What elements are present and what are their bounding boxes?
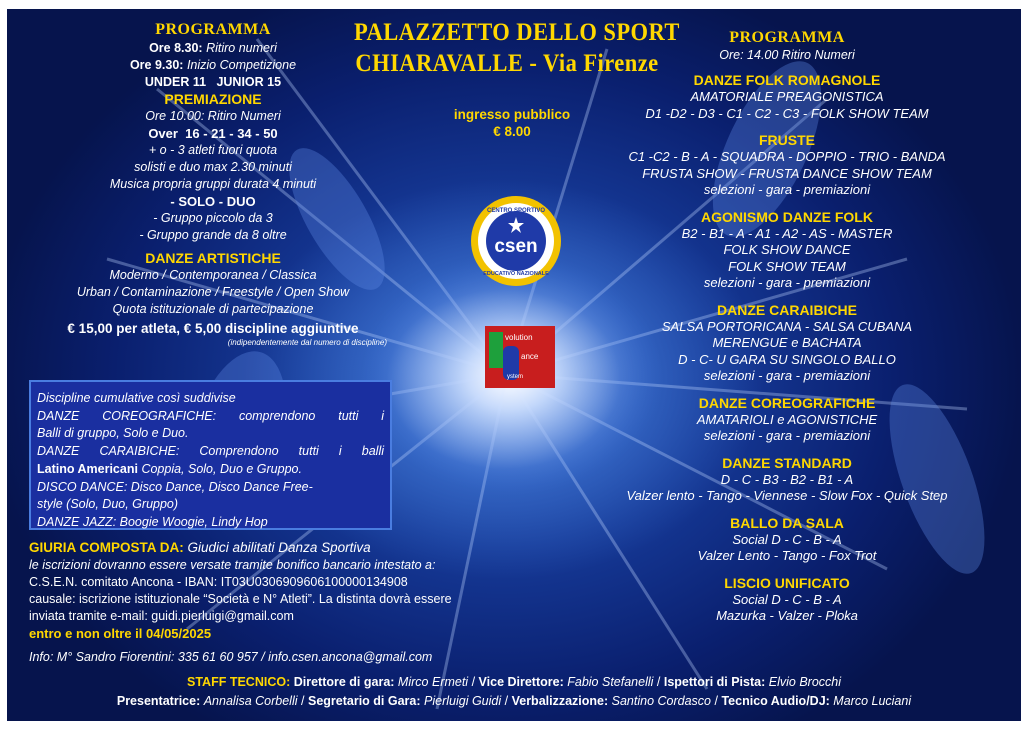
eds-d: ance (521, 352, 539, 361)
liscio-line-2: Mazurka - Valzer - Ploka (716, 608, 858, 623)
venue-address: CHIARAVALLE - Via Firenze (355, 50, 659, 77)
fruste-line-3: selezioni - gara - premiazioni (703, 182, 871, 197)
standard-title: DANZE STANDARD (722, 454, 852, 471)
left-program-title: PROGRAMMA (155, 21, 271, 38)
staff-line-1: STAFF TECNICO: Direttore di gara: Mirco Ermeti / Vice Direttore: Fabio Stefanelli / Ispettori di Pista: Elvio Brocchi (187, 675, 841, 689)
artistiche-line-2: Urban / Contaminazione / Freestyle / Open Show (76, 285, 350, 299)
ballo-sala-title: BALLO DA SALA (730, 514, 844, 531)
disciplines-box (29, 380, 392, 530)
price-note: (indipendentemente dal numero di discipline) (227, 338, 387, 347)
entry-label: ingresso pubblico (453, 107, 571, 122)
box-line-1: Discipline cumulative così suddivise (37, 391, 236, 405)
entry-price: € 8.00 (493, 124, 531, 139)
caraibiche-line-3: D - C- U GARA SU SINGOLO BALLO (678, 351, 896, 367)
left-over-ages: Over 16 - 21 - 34 - 50 (148, 126, 278, 141)
caraibiche-line-4: selezioni - gara - premiazioni (703, 368, 871, 383)
danze-artistiche-title: DANZE ARTISTICHE (145, 250, 281, 266)
agonismo-line-3: FOLK SHOW TEAM (728, 258, 846, 274)
price-line: € 15,00 per atleta, € 5,00 discipline aggiuntive (67, 321, 359, 336)
box-line-7: style (Solo, Duo, Gruppo) (37, 497, 179, 512)
staff-line-2: Presentatrice: Annalisa Corbelli / Segretario di Gara: Pierluigi Guidi / Verbalizzazione: Santino Cordasco / Tecnico Audio/DJ: Marco Luciani (116, 694, 912, 708)
giuria-title-line: GIURIA COMPOSTA DA: Giudici abilitati Danza Sportiva (29, 540, 371, 555)
eds-logo-graphic (485, 326, 555, 388)
left-solo-duo: - SOLO - DUO (170, 194, 256, 209)
box-line-8: DANZE JAZZ: Boogie Woogie, Lindy Hop (37, 514, 268, 529)
giuria-line-1: le iscrizioni dovranno essere versate tramite bonifico bancario intestato a: (29, 558, 436, 572)
agonismo-title: AGONISMO DANZE FOLK (701, 208, 873, 225)
left-line-4: Ore 10.00: Ritiro Numeri (145, 109, 281, 123)
folk-romagnole-line-1: AMATORIALE PREAGONISTICA (690, 89, 884, 104)
box-line-4: DANZE CARAIBICHE: Comprendono tutti i balli (37, 444, 384, 459)
staff-footer (7, 673, 1021, 711)
folk-romagnole-line-2: D1 -D2 - D3 - C1 - C2 - C3 - FOLK SHOW TEAM (645, 105, 929, 121)
giuria-line-3: causale: iscrizione istituzionale “Società e N° Atleti”. La distinta dovrà essere (29, 592, 452, 606)
box-line-2: DANZE COREOGRAFICHE: comprendono tutti i (37, 408, 384, 423)
left-line-6: + o - 3 atleti fuori quota (148, 143, 278, 157)
csen-logo-bottom: EDUCATIVO NAZIONALE (483, 271, 549, 277)
coreografiche-line-2: selezioni - gara - premiazioni (703, 428, 871, 443)
left-line-2: Ore 9.30: Inizio Competizione (129, 58, 297, 72)
left-line-8: Musica propria gruppi durata 4 minuti (109, 177, 317, 191)
artistiche-line-1: Moderno / Contemporanea / Classica (109, 268, 317, 282)
deadline: entro e non oltre il 04/05/2025 (29, 626, 212, 641)
left-line-10: - Gruppo piccolo da 3 (153, 211, 273, 225)
right-program-title: PROGRAMMA (729, 29, 845, 46)
liscio-line-1: Social D - C - B - A (732, 591, 842, 607)
venue-title: PALAZZETTO DELLO SPORT (354, 19, 680, 46)
right-program (577, 29, 997, 625)
left-categories: UNDER 11 JUNIOR 15 (144, 75, 282, 89)
agonismo-line-4: selezioni - gara - premiazioni (703, 275, 871, 290)
left-line-7: solisti e duo max 2.30 minuti (134, 160, 292, 174)
giuria-email: inviata tramite e-mail: guidi.pierluigi@gmail.com (29, 609, 294, 623)
fruste-line-1: C1 -C2 - B - A - SQUADRA - DOPPIO - TRIO - BANDA (628, 149, 946, 164)
csen-logo-top: CENTRO SPORTIVO (486, 208, 546, 214)
fruste-line-2: FRUSTA SHOW - FRUSTA DANCE SHOW TEAM (642, 165, 932, 181)
standard-line-2: Valzer lento - Tango - Viennese - Slow Fox - Quick Step (626, 488, 948, 503)
box-line-3: Balli di gruppo, Solo e Duo. (37, 426, 189, 441)
eds-e: volution (505, 333, 533, 342)
giuria-section (29, 539, 589, 666)
caraibiche-line-1: SALSA PORTORICANA - SALSA CUBANA (661, 318, 913, 334)
agonismo-line-1: B2 - B1 - A - A1 - A2 - AS - MASTER (681, 225, 893, 241)
left-line-1: Ore 8.30: Ritiro numeri (149, 41, 277, 55)
evolution-dance-system-logo (485, 326, 555, 388)
box-line-6: DISCO DANCE: Disco Dance, Disco Dance Free- (37, 479, 313, 494)
coreografiche-line-1: AMATARIOLI e AGONISTICHE (696, 411, 878, 427)
standard-line-1: D - C - B3 - B2 - B1 - A (720, 471, 854, 487)
liscio-title: LISCIO UNIFICATO (724, 574, 850, 591)
info-contact: Info: M° Sandro Fiorentini: 335 61 60 957 / info.csen.ancona@gmail.com (29, 650, 433, 664)
premiazione-title: PREMIAZIONE (164, 91, 262, 107)
csen-logo-text: csen (494, 236, 538, 257)
agonismo-line-2: FOLK SHOW DANCE (723, 242, 851, 257)
coreografiche-title: DANZE COREOGRAFICHE (698, 394, 876, 411)
ballo-sala-line-2: Valzer Lento - Tango - Fox Trot (697, 548, 877, 563)
giuria-iban: C.S.E.N. comitato Ancona - IBAN: IT03U0306909606100000134908 (29, 575, 408, 589)
artistiche-line-3: Quota istituzionale di partecipazione (112, 302, 314, 316)
caraibiche-title: DANZE CARAIBICHE (717, 301, 857, 318)
ballo-sala-line-1: Social D - C - B - A (732, 531, 842, 547)
folk-romagnole-title: DANZE FOLK ROMAGNOLE (693, 72, 881, 88)
caraibiche-line-2: MERENGUE e BACHATA (712, 335, 862, 350)
left-line-11: - Gruppo grande da 8 oltre (139, 228, 287, 242)
flyer (7, 9, 1021, 721)
box-line-5: Latino Americani Coppia, Solo, Duo e Gruppo. (37, 461, 302, 476)
fruste-title: FRUSTE (759, 132, 815, 148)
right-program-sub: Ore: 14.00 Ritiro Numeri (719, 48, 855, 62)
eds-s: ystem (507, 374, 524, 380)
csen-logo (470, 195, 562, 287)
